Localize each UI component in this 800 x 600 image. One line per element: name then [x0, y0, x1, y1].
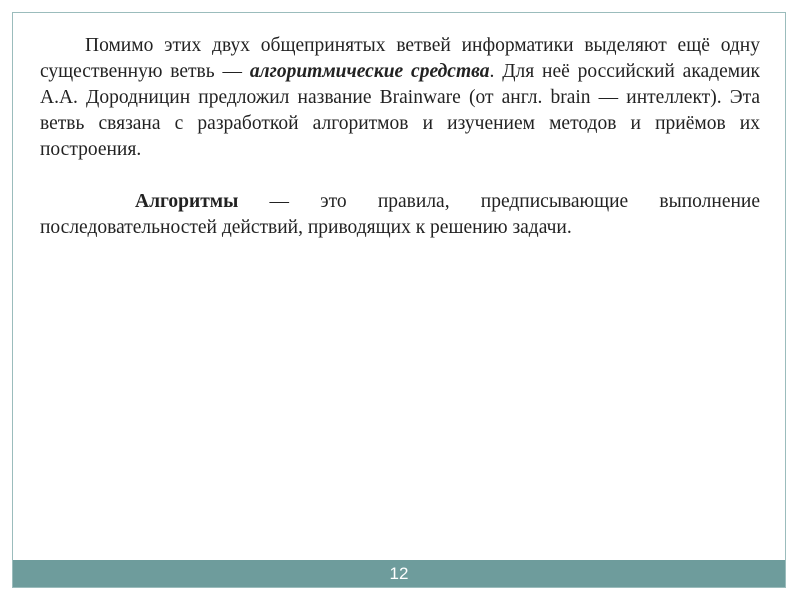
term-algorithms: Алгоритмы	[135, 191, 239, 212]
paragraph1-text-after: . Для неё российский академик А.А. Дородницин предложил название Brainware (от англ. brain — интеллект). Эта ветвь связана с разработкой алгоритмов и изучением методов и приёмов их построения.	[40, 61, 760, 160]
paragraph1-text-before: Помимо этих двух общепринятых ветвей информатики выделяют ещё одну существенную ветвь —	[40, 35, 760, 82]
paragraph-algorithms-definition	[40, 189, 760, 241]
paragraph-brainware	[40, 33, 760, 163]
term-algorithmic-tools: алгоритмические средства	[249, 61, 490, 82]
page-number: 12	[389, 564, 409, 583]
paragraph2-text-after: — это правила, предписывающие выполнение последовательностей действий, приводящих к решению задачи.	[40, 191, 760, 238]
slide-content	[40, 33, 760, 241]
footer-bar	[13, 560, 785, 587]
